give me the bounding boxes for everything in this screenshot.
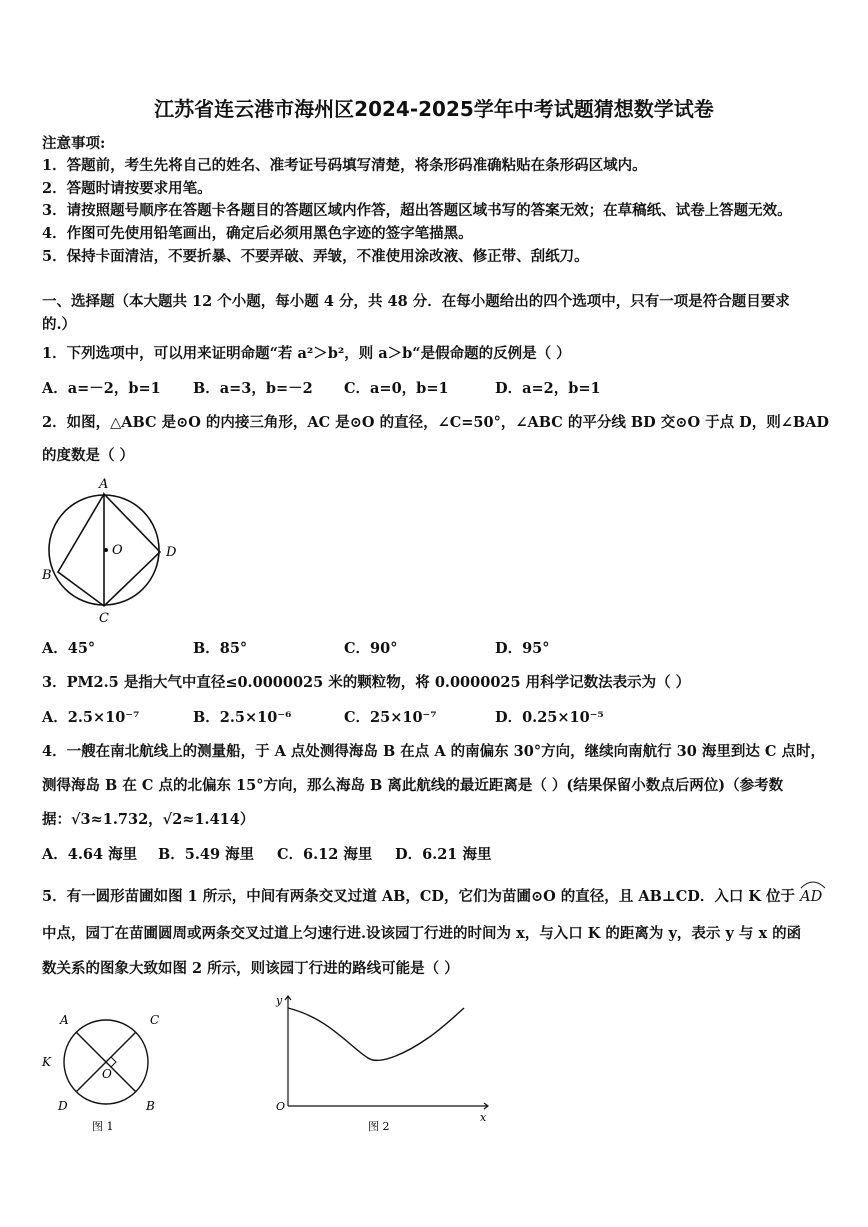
q4-option-c: C．6.12 海里 (277, 846, 373, 863)
q4-option-d: D．6.21 海里 (395, 846, 492, 863)
fig2-label-x: x (480, 1111, 487, 1124)
q5-figure-2 (268, 990, 498, 1140)
q3-option-d: D．0.25×10⁻⁵ (495, 709, 604, 726)
q5-stem (42, 885, 822, 906)
q3-option-a: A．2.5×10⁻⁷ (42, 709, 140, 726)
q1-option-b: B．a=3，b=－2 (193, 380, 313, 397)
q2-label-b: B (42, 568, 52, 583)
fig2-label-o: O (276, 1100, 286, 1113)
q1-option-a: A．a=－2，b=1 (42, 380, 161, 397)
fig1-label-k: K (42, 1055, 51, 1069)
fig1-label-o: O (102, 1067, 112, 1081)
q2-option-a: A．45° (42, 640, 96, 657)
q2-option-b: B．85° (193, 640, 248, 657)
fig2-label-y: y (276, 994, 283, 1007)
q2-circle-figure (36, 472, 186, 627)
q4-stem-ref: 据：√3≈1.732，√2≈1.414） (42, 811, 255, 828)
section-heading-cont: 的.） (42, 316, 77, 333)
q4-option-b: B．5.49 海里 (158, 846, 255, 863)
q2-label-o: O (112, 543, 123, 558)
q2-option-d: D．95° (495, 640, 550, 657)
fig1-label-a: A (60, 1013, 69, 1027)
notice-item: 3．请按照题号顺序在答题卡各题目的答题区域内作答，超出答题区域书写的答案无效；在草稿纸、试卷上答题无效。 (42, 202, 792, 219)
notice-item: 5．保持卡面清洁，不要折暴、不要弄破、弄皱，不准使用涂改液、修正带、刮纸刀。 (42, 248, 589, 265)
q5-stem-text: 5．有一圆形苗圃如图 1 所示，中间有两条交叉过道 AB，CD，它们为苗圃⊙O 的直径，且 AB⊥CD．入口 K 位于 (42, 888, 796, 905)
fig1-caption: 图 1 (92, 1120, 114, 1133)
q4-stem-cont: 测得海岛 B 在 C 点的北偏东 15°方向，那么海岛 B 离此航线的最近距离是（ ）(结果保留小数点后两位)（参考数 (42, 777, 784, 794)
q5-figure-1 (36, 1008, 176, 1138)
fig1-label-c: C (150, 1013, 160, 1027)
q2-label-a: A (99, 477, 109, 492)
q5-stem-end: 数关系的图象大致如图 2 所示，则该园丁行进的路线可能是（ ） (42, 960, 459, 977)
q2-stem-cont: 的度数是（ ） (42, 447, 135, 464)
q2-option-c: C．90° (344, 640, 398, 657)
notice-item: 4．作图可先使用铅笔画出，确定后必须用黑色字迹的签字笔描黑。 (42, 225, 473, 242)
q2-label-d: D (166, 545, 177, 560)
notice-item: 2．答题时请按要求用笔。 (42, 180, 212, 197)
notice-item: 1．答题前，考生先将自己的姓名、准考证号码填写清楚，将条形码准确粘贴在条形码区域内。 (42, 157, 647, 174)
q4-option-a: A．4.64 海里 (42, 846, 138, 863)
page-title: 江苏省连云港市海州区2024-2025学年中考试题猜想数学试卷 (154, 97, 714, 121)
q5-stem-cont: 中点，园丁在苗圃圆周或两条交叉过道上匀速行进.设该园丁行进的时间为 x，与入口 K 的距离为 y，表示 y 与 x 的函 (42, 925, 802, 942)
q1-option-c: C．a=0，b=1 (344, 380, 449, 397)
q3-option-c: C．25×10⁻⁷ (344, 709, 437, 726)
fig2-caption: 图 2 (368, 1120, 390, 1133)
q3-stem: 3．PM2.5 是指大气中直径≤0.0000025 米的颗粒物，将 0.0000025 用科学记数法表示为（ ） (42, 674, 691, 691)
notice-heading: 注意事项: (42, 135, 106, 152)
fig1-label-b: B (146, 1099, 155, 1113)
q2-label-c: C (99, 611, 109, 626)
q2-stem: 2．如图，△ABC 是⊙O 的内接三角形，AC 是⊙O 的直径，∠C=50°，∠ABC 的平分线 BD 交⊙O 于点 D，则∠BAD (42, 414, 829, 431)
q5-arc-label: AD (800, 885, 822, 905)
q4-stem: 4．一艘在南北航线上的测量船，于 A 点处测得海岛 B 在点 A 的南偏东 30°方向，继续向南航行 30 海里到达 C 点时， (42, 743, 826, 760)
q3-option-b: B．2.5×10⁻⁶ (193, 709, 292, 726)
section-heading: 一、选择题（本大题共 12 个小题，每小题 4 分，共 48 分．在每小题给出的四个选项中，只有一项是符合题目要求 (42, 293, 790, 310)
fig1-label-d: D (58, 1099, 68, 1113)
q1-stem: 1．下列选项中，可以用来证明命题“若 a²＞b²，则 a＞b“是假命题的反例是（ ） (42, 345, 571, 362)
q1-option-d: D．a=2，b=1 (495, 380, 601, 397)
